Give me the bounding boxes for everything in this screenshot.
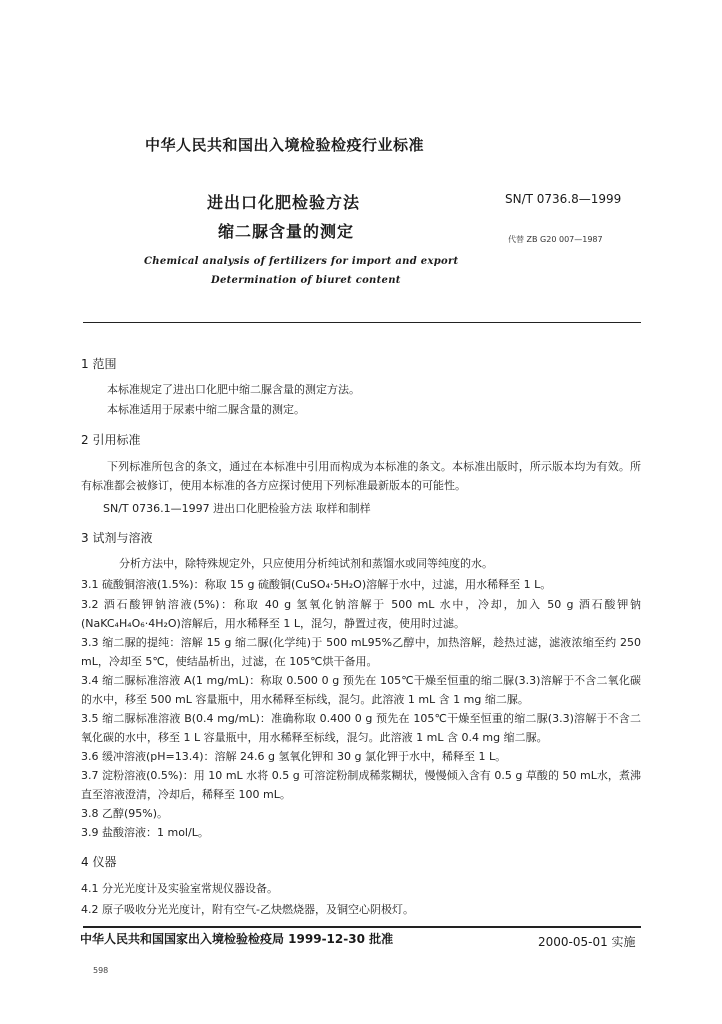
header-org-title: 中华人民共和国出入境检验检疫行业标准 <box>145 136 425 154</box>
section-3-item-1: 3.1 硫酸铜溶液(1.5%)：称取 15 g 硫酸铜(CuSO₄·5H₂O)溶解于水中，过滤，用水稀释至 1 L。 <box>81 578 552 591</box>
standard-code: SN/T 0736.8—1999 <box>505 192 622 206</box>
top-divider <box>83 322 641 323</box>
section-3-item-2: 3.2 酒石酸钾钠溶液(5%)：称取 40 g 氢氧化钠溶解于 500 mL 水中，冷却，加入 50 g 酒石酸钾钠(NaKC₄H₄O₆·4H₂O)溶解后，用水稀释至 1 L，混匀，静置过夜，使用时过滤。 <box>81 598 641 630</box>
section-3-item-7: 3.7 淀粉溶液(0.5%)：用 10 mL 水将 0.5 g 可溶淀粉制成稀浆糊状，慢慢倾入含有 0.5 g 草酸的 50 mL水，煮沸直至溶液澄清，冷却后，稀释至 100 mL。 <box>81 769 641 801</box>
title-english-line2: Determination of biuret content <box>211 275 401 286</box>
section-3-item-9: 3.9 盐酸溶液：1 mol/L。 <box>81 826 209 839</box>
section-1-heading: 1 范围 <box>81 357 117 371</box>
section-3-item-3: 3.3 缩二脲的提纯：溶解 15 g 缩二脲(化学纯)于 500 mL95%乙醇中，加热溶解，趁热过滤，滤液浓缩至约 250 mL，冷却至 5℃，使结晶析出，过滤，在 105℃烘干备用。 <box>81 636 641 668</box>
section-2-heading: 2 引用标准 <box>81 433 141 447</box>
section-3-item-5: 3.5 缩二脲标准溶液 B(0.4 mg/mL)：准确称取 0.400 0 g 预先在 105℃干燥至恒重的缩二脲(3.3)溶解于不含二氧化碳的水中，移至 1 L 容量瓶中，用水稀释至标线，混匀。此溶液 1 mL 含 0.4 mg 缩二脲。 <box>81 712 641 744</box>
section-3-item-8: 3.8 乙醇(95%)。 <box>81 807 169 820</box>
section-4-item-2: 4.2 原子吸收分光光度计，附有空气-乙炔燃烧器，及铜空心阴极灯。 <box>81 903 414 916</box>
replaces-note: 代替 ZB G20 007—1987 <box>508 235 603 244</box>
section-1-para-1: 本标准规定了进出口化肥中缩二脲含量的测定方法。 <box>107 383 360 396</box>
section-3-heading: 3 试剂与溶液 <box>81 531 153 545</box>
section-4-heading: 4 仪器 <box>81 855 117 869</box>
section-2-reference: SN/T 0736.1—1997 进出口化肥检验方法 取样和制样 <box>103 502 371 515</box>
title-chinese-line1: 进出口化肥检验方法 <box>207 193 361 212</box>
section-3-item-6: 3.6 缓冲溶液(pH=13.4)：溶解 24.6 g 氢氧化钾和 30 g 氯化钾于水中，稀释至 1 L。 <box>81 750 507 763</box>
section-2-para-1: 下列标准所包含的条文，通过在本标准中引用而构成为本标准的条文。本标准出版时，所示版本均为有效。所有标准都会被修订，使用本标准的各方应探讨使用下列标准最新版本的可能性。 <box>81 460 641 492</box>
footer-issuer: 中华人民共和国国家出入境检验检疫局 1999-12-30 批准 <box>80 932 394 946</box>
title-chinese-line2: 缩二脲含量的测定 <box>218 222 355 241</box>
section-1-para-2: 本标准适用于尿素中缩二脲含量的测定。 <box>107 403 305 416</box>
footer-effective-date: 2000-05-01 实施 <box>538 935 636 949</box>
section-3-intro: 分析方法中，除特殊规定外，只应使用分析纯试剂和蒸馏水或同等纯度的水。 <box>119 557 493 570</box>
bottom-divider <box>83 926 641 928</box>
section-3-item-4: 3.4 缩二脲标准溶液 A(1 mg/mL)：称取 0.500 0 g 预先在 105℃干燥至恒重的缩二脲(3.3)溶解于不含二氧化碳的水中，移至 500 mL 容量瓶中，用水稀释至标线，混匀。此溶液 1 mL 含 1 mg 缩二脲。 <box>81 674 641 706</box>
title-english-line1: Chemical analysis of fertilizers for import and export <box>144 256 459 267</box>
section-4-item-1: 4.1 分光光度计及实验室常规仪器设备。 <box>81 882 278 895</box>
page-number: 598 <box>93 966 109 975</box>
